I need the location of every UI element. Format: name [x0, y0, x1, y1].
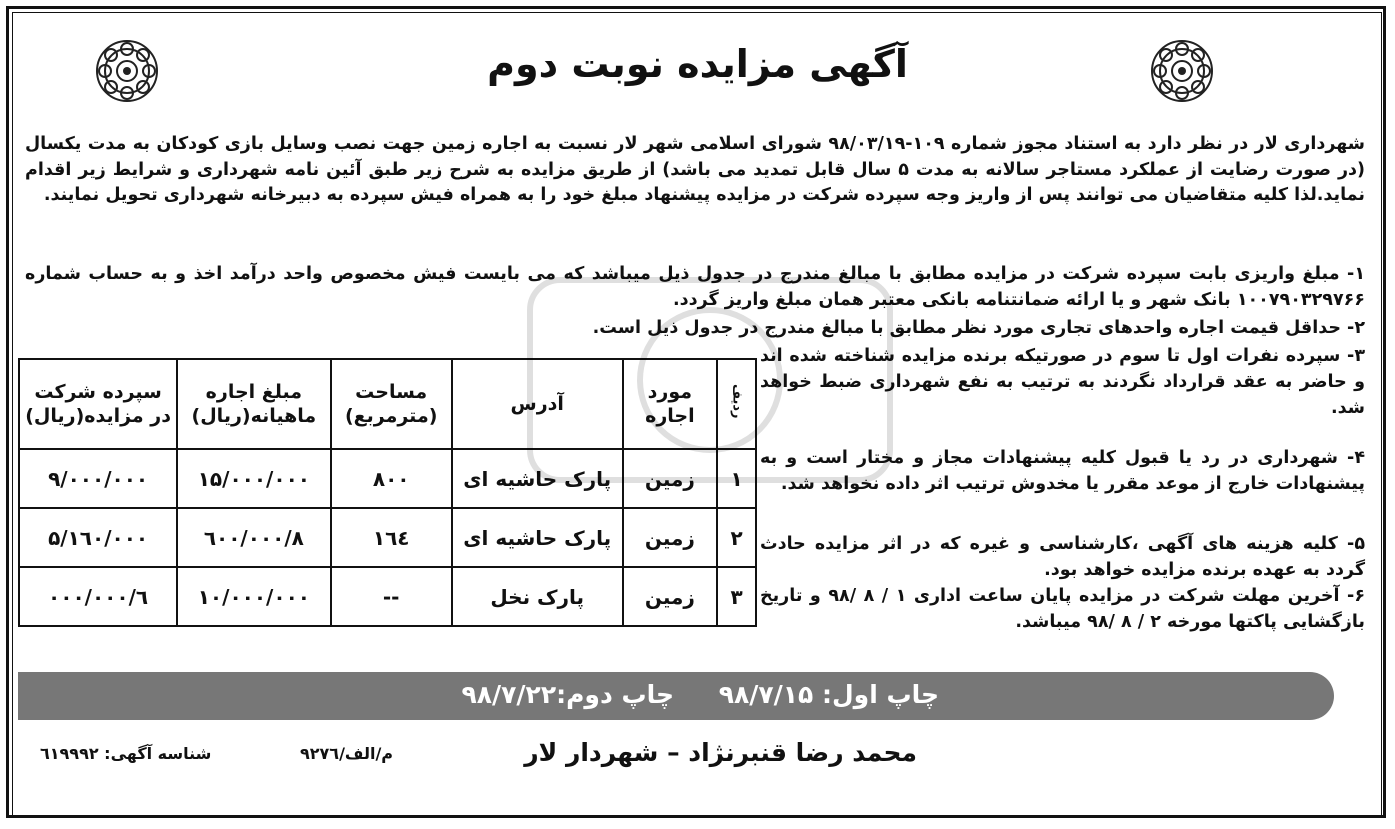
- clause-5: ۵- کلیه هزینه های آگهی ،کارشناسی و غیره که در اثر مزایده حادث گردد به عهده برنده مزایده خواهد بود.: [760, 534, 1365, 580]
- cell-row-number: ۳: [717, 567, 756, 626]
- cell-row-number: ۱: [717, 449, 756, 508]
- cell-lease-type: زمین: [623, 508, 718, 567]
- signatory: محمد رضا قنبرنژاد – شهردار لار: [524, 738, 917, 767]
- header-monthly-rent: مبلغ اجاره ماهیانه(ریال): [177, 359, 330, 449]
- cell-monthly-rent: ۸/٦۰۰/۰۰۰: [177, 508, 330, 567]
- table-row: [19, 449, 756, 508]
- cell-area: --: [331, 567, 452, 626]
- cell-monthly-rent: ۱۰/۰۰۰/۰۰۰: [177, 567, 330, 626]
- ad-id: شناسه آگهی: ٦۱۹۹۹۲: [40, 744, 212, 763]
- cell-lease-type: زمین: [623, 449, 718, 508]
- table-row: [19, 508, 756, 567]
- cell-lease-type: زمین: [623, 567, 718, 626]
- table-header-row: [19, 359, 756, 449]
- clause-2: ۲- حداقل قیمت اجاره واحدهای تجاری مورد نظر مطابق با مبالغ مندرج در جدول ذیل است.: [592, 318, 1365, 338]
- header-deposit: سپرده شرکت در مزایده(ریال): [19, 359, 177, 449]
- intro-paragraph: شهرداری لار در نظر دارد به استناد مجوز شماره ۱۰۹-۹۸/۰۳/۱۹ شورای اسلامی شهر لار نسبت به اجاره زمین جهت نصب وسایل بازی کودکان به مدت یکسال (در صورت رضایت از عملکرد مستاجر سالانه به مدت ۵ سال قابل تمدید می باشد) از طریق مزایده به شرح زیر طبق آئین نامه شهرداری و شرایط زیر اقدام نماید.لذا کلیه متقاضیان می توانند پس از واریز وجه سپرده شرکت در مزایده پیشنهاد مبلغ خود را به همراه فیش سپرده به دبیرخانه شهرداری تحویل نمایند.: [25, 134, 1366, 205]
- cell-deposit: ٦/۰۰۰/۰۰۰: [19, 567, 177, 626]
- header-area: مساحت (مترمربع): [331, 359, 452, 449]
- header-row-number: ردیف: [717, 359, 756, 449]
- reference-code: م/الف/۹۲۷٦: [300, 744, 394, 763]
- cell-monthly-rent: ۱۵/۰۰۰/۰۰۰: [177, 449, 330, 508]
- print-dates-band: [18, 672, 1334, 720]
- cell-area: ۱٦٤: [331, 508, 452, 567]
- header-address: آدرس: [452, 359, 623, 449]
- first-print-date: چاپ اول: ۹۸/۷/۱۵: [718, 680, 939, 709]
- clause-3: ۳- سپرده نفرات اول تا سوم در صورتیکه برنده مزایده شناخته شده اند و حاضر به عقد قرارداد نگردند به ترتیب به نفع شهرداری ضبط خواهد شد.: [760, 346, 1365, 418]
- lease-table: [18, 358, 757, 627]
- cell-deposit: ۹/۰۰۰/۰۰۰: [19, 449, 177, 508]
- clause-1: ۱- مبلغ واریزی بابت سپرده شرکت در مزایده مطابق با مبالغ مندرج در جدول ذیل میباشد که می بایست فیش مخصوص واحد درآمد اخذ و به حساب شماره ۱۰۰۷۹۰۳۲۹۷۶۶ بانک شهر و یا ارائه ضمانتنامه بانکی معتبر همان مبلغ واریز گردد.: [25, 264, 1365, 310]
- cell-address: پارک حاشیه ای: [452, 508, 623, 567]
- table-row: [19, 567, 756, 626]
- clause-4: ۴- شهرداری در رد یا قبول کلیه پیشنهادات مجاز و مختار است و به پیشنهادات خارج از موعد مقرر یا مخدوش ترتیب اثر داده نخواهد شد.: [760, 448, 1365, 494]
- header-lease-type: مورد اجاره: [623, 359, 718, 449]
- second-print-date: چاپ دوم:۹۸/۷/۲۲: [461, 680, 674, 709]
- cell-address: پارک حاشیه ای: [452, 449, 623, 508]
- clause-6: ۶- آخرین مهلت شرکت در مزایده پایان ساعت اداری ۱ / ۸ /۹۸ و تاریخ بازگشایی پاکتها مورخه ۲ / ۸ /۹۸ میباشد.: [760, 586, 1365, 632]
- page-title: آگهی مزایده نوبت دوم: [487, 42, 908, 86]
- cell-row-number: ۲: [717, 508, 756, 567]
- cell-deposit: ۵/۱٦۰/۰۰۰: [19, 508, 177, 567]
- cell-area: ۸۰۰: [331, 449, 452, 508]
- cell-address: پارک نخل: [452, 567, 623, 626]
